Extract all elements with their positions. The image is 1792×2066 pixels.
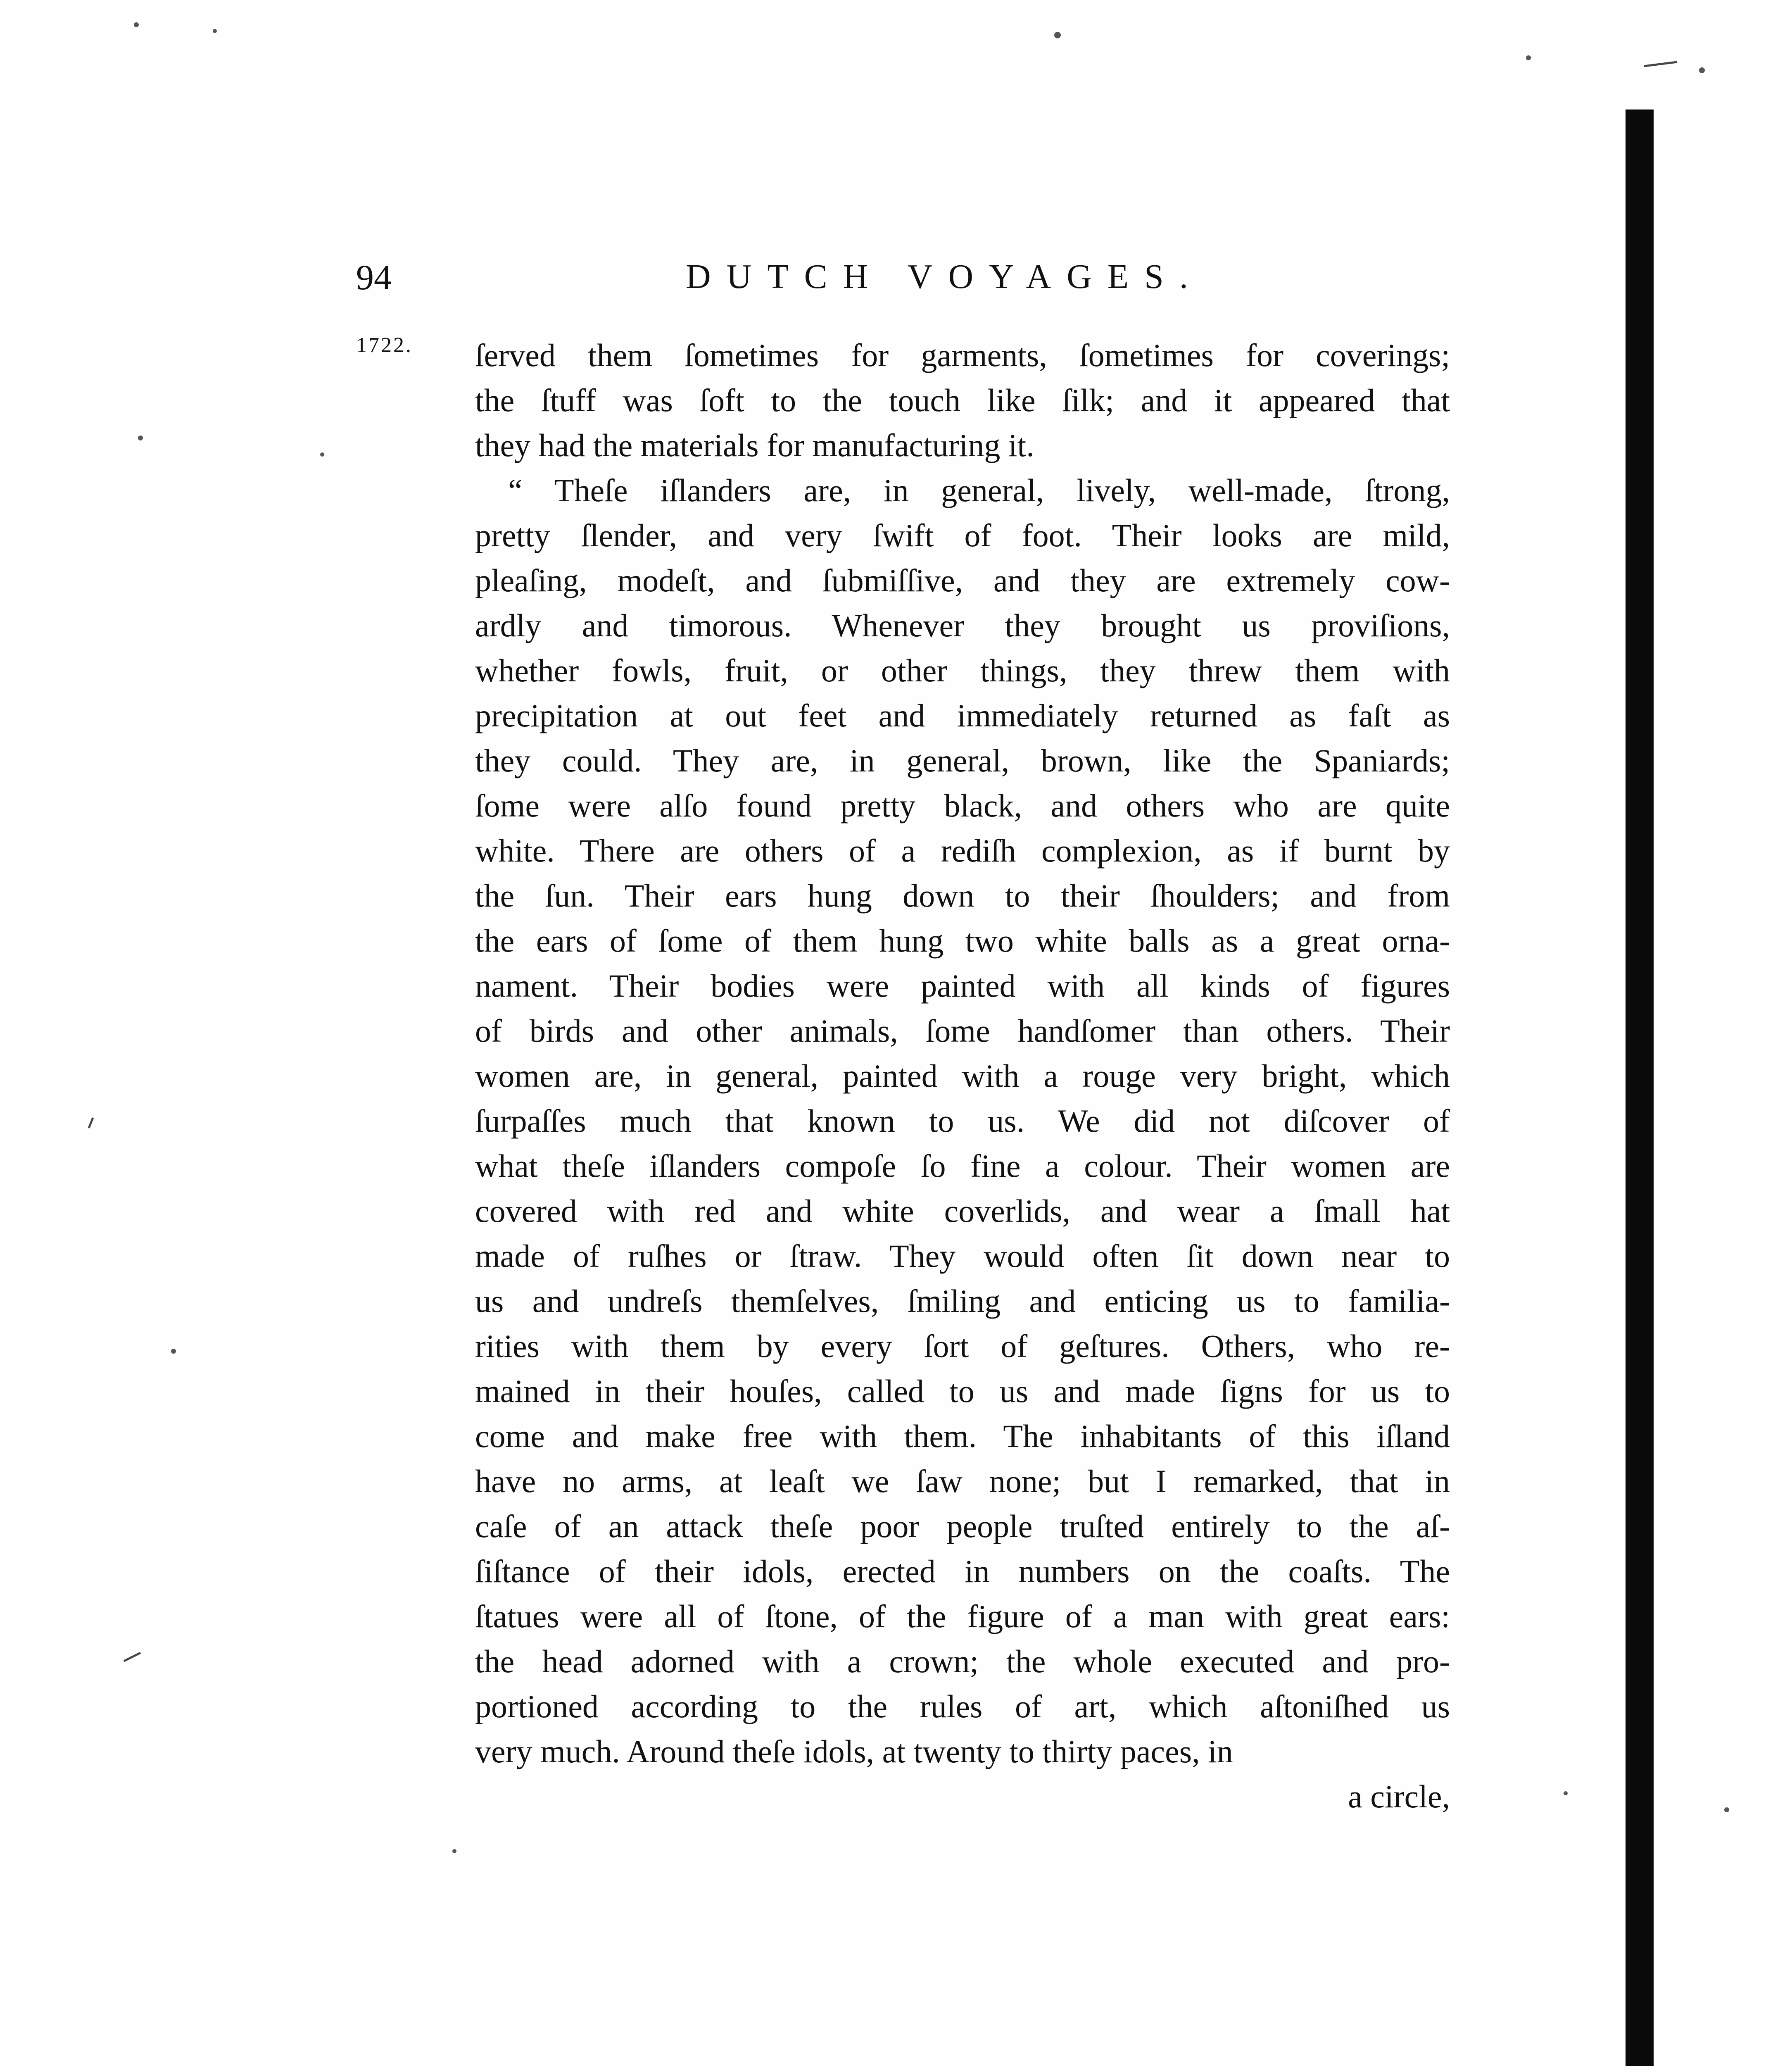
text-line: portioned according to the rules of art, which aſtoniſhed us — [475, 1688, 1450, 1724]
text-line: precipitation at out feet and immediately returned as faſt as — [475, 697, 1450, 733]
text-line: of birds and other animals, ſome handſomer than others. Their — [475, 1013, 1450, 1049]
text-line: the head adorned with a crown; the whole executed and pro- — [475, 1643, 1450, 1679]
text-line: “ Theſe iſlanders are, in general, lively, well-made, ſtrong, — [508, 472, 1450, 508]
text-line: the ſtuff was ſoft to the touch like ſilk; and it appeared that — [475, 382, 1450, 418]
catchword: a circle, — [1348, 1778, 1450, 1814]
text-line: they had the materials for manufacturing it. — [475, 427, 1034, 463]
body-text — [475, 333, 1450, 1819]
page-number: 94 — [356, 257, 392, 297]
text-line: have no arms, at leaſt we ſaw none; but I remarked, that in — [475, 1463, 1450, 1499]
text-line: white. There are others of a rediſh complexion, as if burnt by — [475, 833, 1450, 869]
text-line: whether fowls, fruit, or other things, they threw them with — [475, 652, 1450, 688]
text-line: made of ruſhes or ſtraw. They would often ſit down near to — [475, 1238, 1450, 1274]
text-line: ſurpaſſes much that known to us. We did not diſcover of — [475, 1103, 1450, 1139]
margin-year-note: 1722. — [356, 333, 413, 357]
text-line: ſome were alſo found pretty black, and others who are quite — [475, 788, 1450, 824]
text-line: ſerved them ſometimes for garments, ſometimes for coverings; — [475, 337, 1450, 373]
running-head: DUTCH VOYAGES. — [686, 257, 1204, 296]
text-line: what theſe iſlanders compoſe ſo fine a colour. Their women are — [475, 1148, 1450, 1184]
text-line: the ſun. Their ears hung down to their ſhoulders; and from — [475, 878, 1450, 914]
text-line: they could. They are, in general, brown, like the Spaniards; — [475, 743, 1450, 778]
text-line: pleaſing, modeſt, and ſubmiſſive, and they are extremely cow- — [475, 562, 1450, 598]
text-line: us and undreſs themſelves, ſmiling and enticing us to familia- — [475, 1283, 1450, 1319]
text-line: pretty ſlender, and very ſwift of foot. Their looks are mild, — [475, 517, 1450, 553]
text-line: come and make free with them. The inhabitants of this iſland — [475, 1418, 1450, 1454]
text-line: very much. Around theſe idols, at twenty to thirty paces, in — [475, 1733, 1233, 1769]
text-line: women are, in general, painted with a rouge very bright, which — [475, 1058, 1450, 1094]
text-line: caſe of an attack theſe poor people truſted entirely to the aſ- — [475, 1508, 1450, 1544]
text-line: mained in their houſes, called to us and made ſigns for us to — [475, 1373, 1450, 1409]
text-line: covered with red and white coverlids, and wear a ſmall hat — [475, 1193, 1450, 1229]
text-line: nament. Their bodies were painted with all kinds of figures — [475, 968, 1450, 1004]
text-line: the ears of ſome of them hung two white balls as a great orna- — [475, 923, 1450, 959]
text-line: ſtatues were all of ſtone, of the figure of a man with great ears: — [475, 1598, 1450, 1634]
text-line: rities with them by every ſort of geſtures. Others, who re- — [475, 1328, 1450, 1364]
text-line: ardly and timorous. Whenever they brought us proviſions, — [475, 607, 1450, 643]
binding-shadow — [1626, 109, 1654, 2066]
text-line: ſiſtance of their idols, erected in numbers on the coaſts. The — [475, 1553, 1450, 1589]
